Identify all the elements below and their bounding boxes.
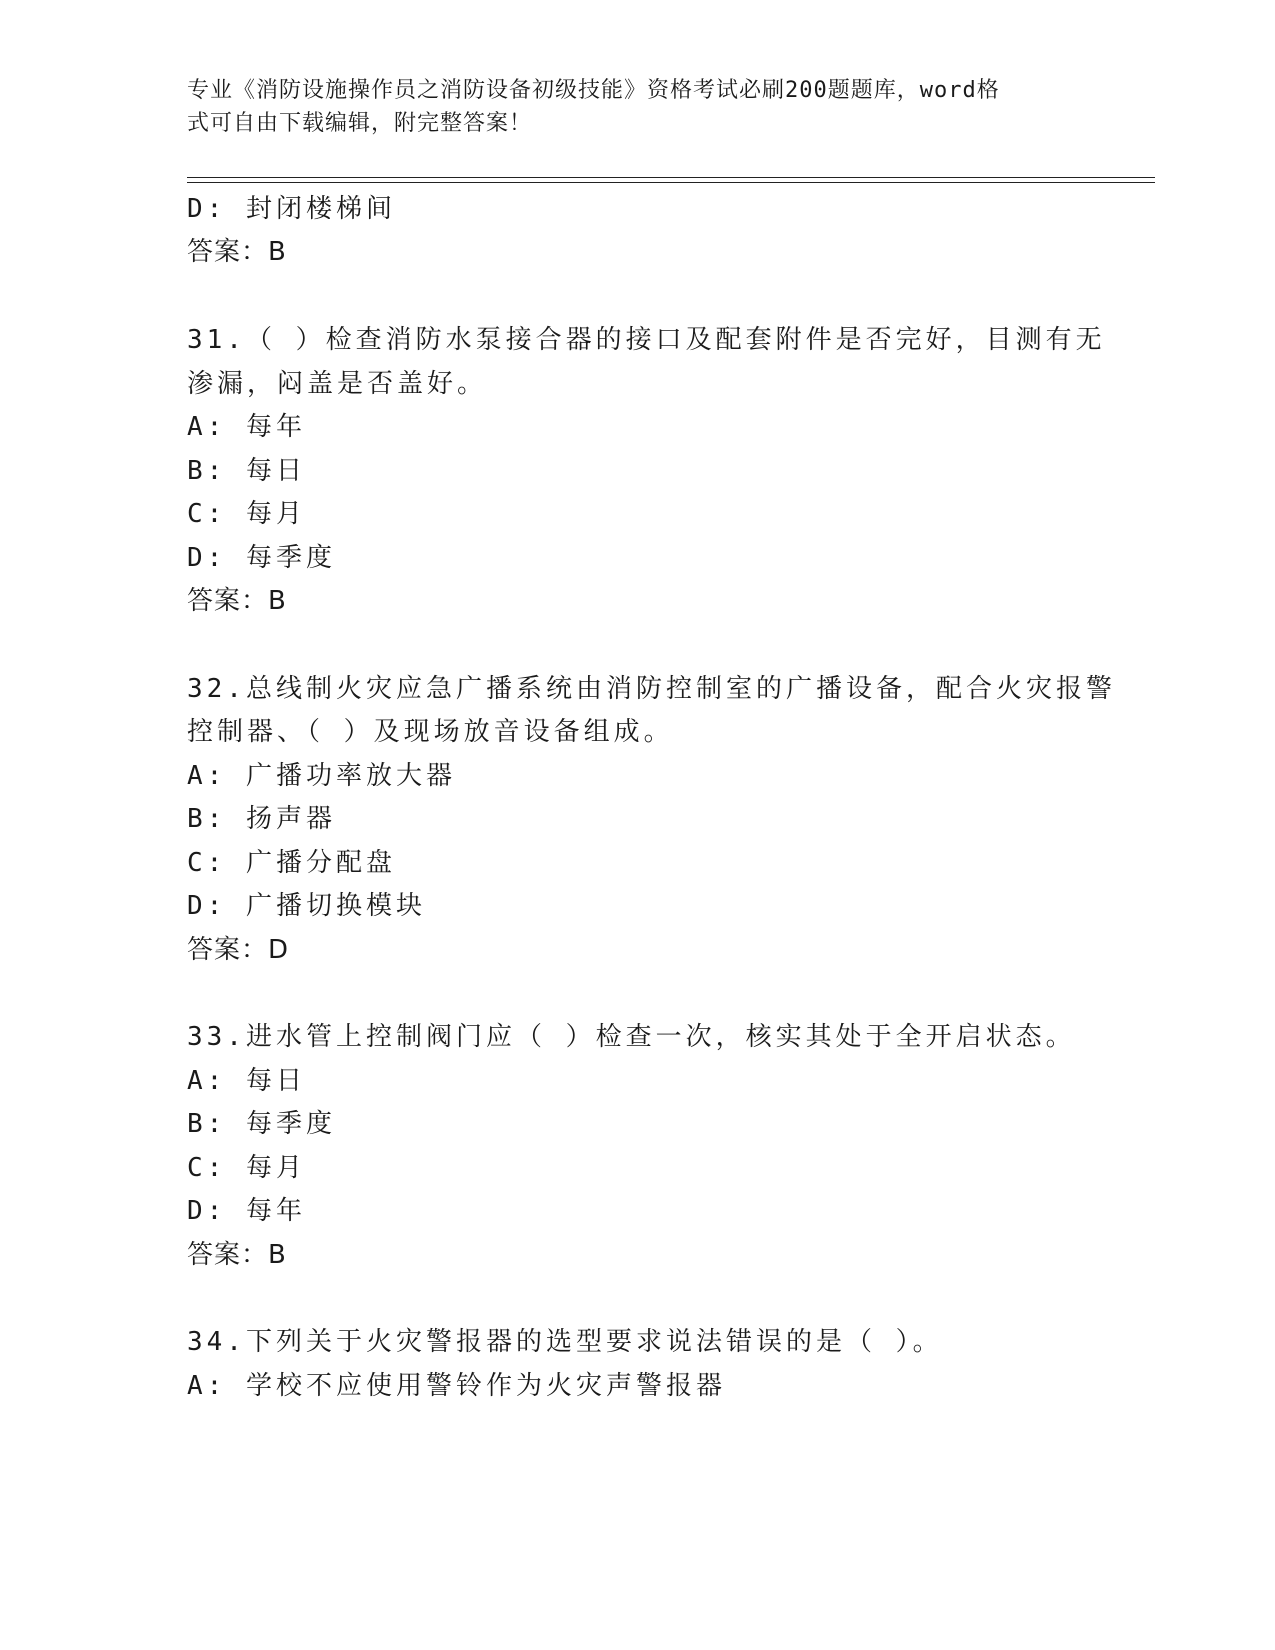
header-line-2: 式可自由下载编辑，附完整答案！ [187,111,533,136]
answer-line: 答案：B [187,586,287,616]
option-line: A: 广播功率放大器 [187,761,456,791]
option-line: B: 每季度 [187,1109,336,1139]
question-stem: 31.（ ）检查消防水泵接合器的接口及配套附件是否完好，目测有无 [187,325,1106,355]
document-header [187,74,1067,140]
option-line: D: 广播切换模块 [187,891,426,921]
header-line-1: 专业《消防设施操作员之消防设备初级技能》资格考试必刷200题题库，word格 [187,78,1000,103]
option-line: D: 封闭楼梯间 [187,194,396,224]
question-stem: 33.进水管上控制阀门应（ ）检查一次，核实其处于全开启状态。 [187,1022,1076,1052]
option-line: D: 每年 [187,1196,306,1226]
option-line: B: 扬声器 [187,804,336,834]
question-stem: 32.总线制火灾应急广播系统由消防控制室的广播设备，配合火灾报警 [187,674,1116,704]
option-line: A: 学校不应使用警铃作为火灾声警报器 [187,1371,726,1401]
question-stem: 34.下列关于火灾警报器的选型要求说法错误的是（ ）。 [187,1327,943,1357]
option-line: C: 每月 [187,1153,306,1183]
answer-line: 答案：B [187,1240,287,1270]
header-divider-top [187,177,1155,178]
answer-line: 答案：D [187,935,290,965]
question-stem: 控制器、（ ）及现场放音设备组成。 [187,717,674,747]
option-line: A: 每日 [187,1066,306,1096]
option-line: C: 每月 [187,499,306,529]
header-divider-bottom [187,182,1155,183]
option-line: C: 广播分配盘 [187,848,396,878]
question-stem: 渗漏，闷盖是否盖好。 [187,369,488,399]
option-line: A: 每年 [187,412,306,442]
option-line: B: 每日 [187,456,306,486]
option-line: D: 每季度 [187,543,336,573]
answer-line: 答案：B [187,237,287,267]
